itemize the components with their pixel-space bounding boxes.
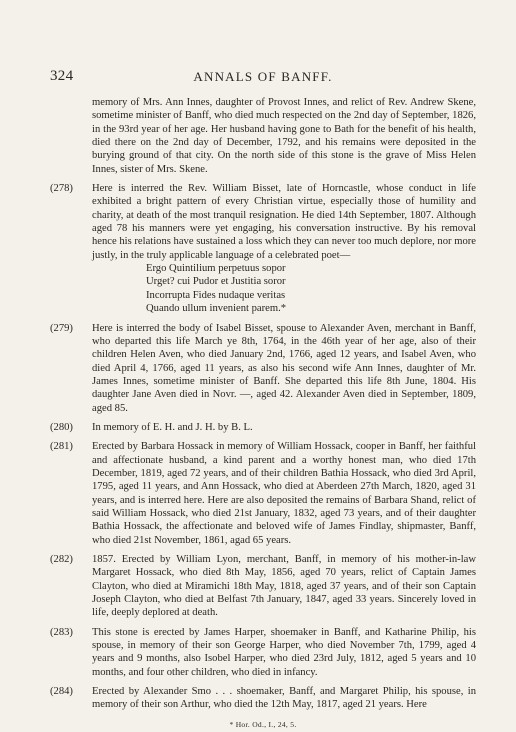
paragraph-text: This stone is erected by James Harper, shoemaker in Banff, and Katharine Philip, his spouse, in memory of their son George Harper, who died November 7th, 1799, aged 4 years and 9 months, also Isobel Harper, who died 23rd July, 1812, aged 5 years and 10 months, and four other children, who died in infancy. — [92, 626, 476, 678]
entry-number: (284) — [50, 686, 73, 698]
paragraph-text: In memory of E. H. and J. H. by B. L. — [92, 421, 253, 433]
entry-278 — [50, 182, 476, 315]
running-title: ANNALS OF BANFF. — [193, 69, 333, 84]
entry-282 — [50, 553, 476, 620]
page-number: 324 — [50, 68, 74, 84]
entry-279 — [50, 322, 476, 415]
paragraph-text: Here is interred the Rev. William Bisset, late of Horncastle, whose conduct in life exhibited a bright pattern of every Christian virtue, especially those of humility and charity, at death of the most tranquil resignation. He died 14th September, 1807. Although aged 78 his manners were yet engaging, his conversation instructive. By his removal hence his relations have sustained a loss which they can never too much deplore, nor more justly, in the truly applicable language of a celebrated poet— — [92, 183, 476, 261]
entry-280 — [50, 421, 476, 434]
verse-line: Incorrupta Fides nudaque veritas — [146, 289, 286, 301]
entry-number: (280) — [50, 421, 73, 433]
page-content — [50, 96, 476, 731]
paragraph-text: Erected by Barbara Hossack in memory of William Hossack, cooper in Banff, her faithful and affectionate husband, a kind parent and a worthy honest man, who died 17th December, 1819, aged 72 years, and of their children Bathia Hossack, who died 3rd April, 1795, aged 11 years, and Ann Hossack, who died at Aberdeen 27th March, 1820, aged 31 years, and is interred here. Here are also deposited the remains of Barbara Shand, relict of said William Hossack, who died 21st January, 1832, aged 73 years, and of their daughter Bathia Hossack, the affectionate and beloved wife of James Findlay, shipmaster, Banff, who died 21st November, 1861, agad 65 years. — [92, 441, 476, 546]
paragraph-text: memory of Mrs. Ann Innes, daughter of Provost Innes, and relict of Rev. Andrew Skene, sometime minister of Banff, who died much respected on the 2nd day of September, 1826, in the 93rd year of her age. Her husband having gone to Bath for the benefit of his health, died there on the 2nd day of December, 1792, and his remains were deposited in the burying ground of that city. On the north side of this stone is the grave of Miss Helen Innes, sister of Mrs. Skene. — [92, 97, 476, 175]
paragraph-text: 1857. Erected by William Lyon, merchant, Banff, in memory of his mother-in-law Margaret Hossack, who died 8th May, 1856, aged 70 years, relict of Captain James Clayton, who died at Miramichi 18th May, 1818, aged 37 years, and of their son Captain Joseph Clayton, who died at Belfast 7th January, 1847, aged 33 years. Sincerely loved in life, deeply deplored at death. — [92, 554, 476, 619]
paragraph-continued — [50, 96, 476, 176]
entry-284 — [50, 685, 476, 712]
verse-line: Ergo Quintilium perpetuus sopor — [146, 263, 286, 275]
paragraph-text: Here is interred the body of Isabel Bisset, spouse to Alexander Aven, merchant in Banff, who departed this life March ye 8th, 1764, in the 46th year of her age, also of their children Helen Aven, who died January 2nd, 1766, aged 12 years, and Isabel Aven, who died April 4, 1766, aged 11 years, as also his second wife Ann Innes, daughter of Mr. James Innes, sometime minister of Banff. She departed this life 8th June, 1804. His daughter Jane Aven died in Novr. —, aged 42. Alexander Aven died in September, 1809, aged 85. — [92, 322, 476, 414]
verse-line: Urget? cui Pudor et Justitia soror — [146, 276, 286, 288]
paragraph-text: Erected by Alexander Smo . . . shoemaker, Banff, and Margaret Philip, his spouse, in memory of their son Arthur, who died the 12th May, 1817, aged 21 years. Here — [92, 686, 476, 711]
entry-281 — [50, 440, 476, 547]
entry-number: (281) — [50, 441, 73, 453]
entry-283 — [50, 626, 476, 679]
footnote: * Hor. Od., I., 24, 5. — [229, 719, 297, 729]
running-header — [50, 68, 476, 86]
verse-line: Quando ullum invenient parem.* — [146, 303, 287, 315]
entry-number: (283) — [50, 626, 73, 638]
entry-number: (278) — [50, 183, 73, 195]
entry-number: (282) — [50, 554, 73, 565]
entry-number: (279) — [50, 322, 73, 334]
